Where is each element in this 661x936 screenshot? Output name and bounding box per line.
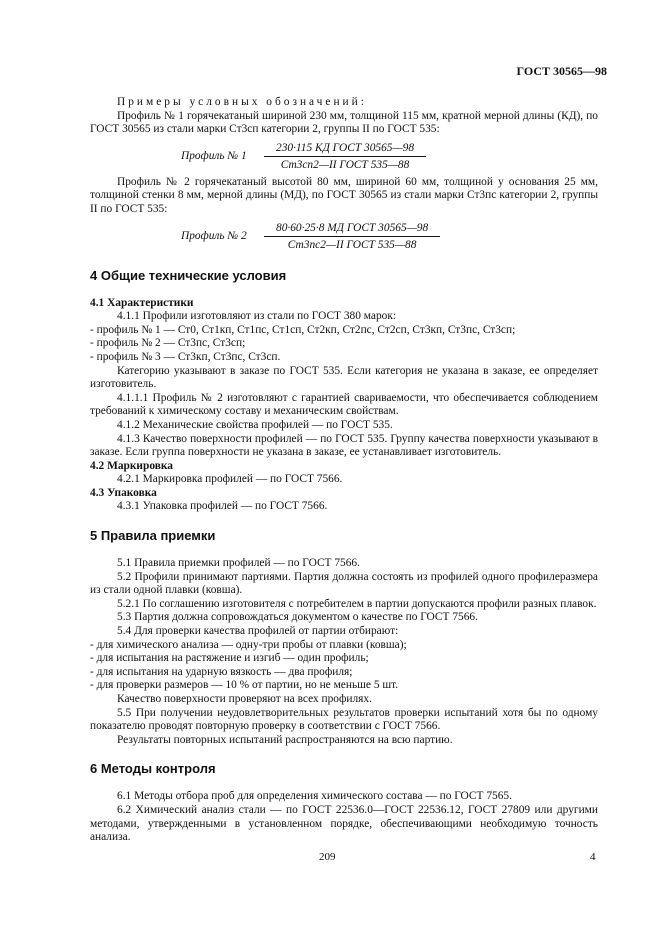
paragraph: 4.3.1 Упаковка профилей — по ГОСТ 7566.	[117, 500, 328, 513]
list-item: - профиль № 2 — Ст3пс, Ст3сп;	[90, 337, 246, 350]
section-4-title: 4 Общие технические условия	[90, 267, 287, 283]
formula-denominator: Ст3пс2—II ГОСТ 535—88	[287, 238, 417, 251]
subsection-4-3: 4.3 Упаковка	[90, 486, 157, 499]
examples-heading: Примеры условных обозначений:	[117, 96, 367, 108]
paragraph: 4.1.1.1 Профиль № 2 изготовляют с гарантией свариваемости, что обеспечивается соблюдением требований к химическому составу и механическим свойствам.	[90, 391, 598, 418]
document-body	[90, 96, 598, 845]
list-item: - профиль № 1 — Ст0, Ст1кп, Ст1пс, Ст1сп, Ст2кп, Ст2пс, Ст2сп, Ст3кп, Ст3пс, Ст3сп;	[90, 323, 516, 336]
paragraph: 5.2 Профили принимают партиями. Партия должна состоять из профилей одного профилеразмера из стали одной плавки (ковша).	[90, 570, 598, 597]
sheet-marker: 4	[590, 851, 596, 863]
paragraph: 5.5 При получении неудовлетворительных результатов проверки испытаний хотя бы по одному показателю проводят повторную проверку в соответствии с ГОСТ 7566.	[90, 706, 598, 733]
paragraph: Результаты повторных испытаний распространяются на всю партию.	[117, 733, 453, 746]
paragraph: 5.1 Правила приемки профилей — по ГОСТ 7566.	[117, 557, 360, 570]
paragraph: Качество поверхности проверяют на всех профилях.	[117, 693, 372, 705]
list-item: - для испытания на растяжение и изгиб — один профиль;	[90, 652, 369, 665]
list-item: - для химического анализа — одну-три пробы от плавки (ковша);	[90, 638, 407, 651]
list-item: - профиль № 3 — Ст3кп, Ст3пс, Ст3сп.	[90, 350, 281, 363]
page-number: 209	[319, 851, 336, 863]
standard-number: ГОСТ 30565—98	[516, 64, 607, 78]
paragraph: 5.3 Партия должна сопровождаться документом о качестве по ГОСТ 7566.	[117, 611, 478, 624]
example-2-text: Профиль № 2 горячекатаный высотой 80 мм, шириной 60 мм, толщиной у основания 25 мм, толщиной стенки 8 мм, мерной длины (МД), по ГОСТ 30565 из стали марки Ст3пс категории 2, группы II по ГОСТ 535:	[90, 175, 598, 215]
paragraph: 4.1.1 Профили изготовляют из стали по ГОСТ 380 марок:	[117, 310, 397, 323]
subsection-4-2: 4.2 Маркировка	[90, 459, 173, 472]
paragraph: 6.1 Методы отбора проб для определения химического состава — по ГОСТ 7565.	[117, 790, 512, 803]
formula-numerator: 230·115 КД ГОСТ 30565—98	[264, 142, 426, 157]
designation-formula-2	[181, 222, 598, 251]
paragraph: 5.2.1 По соглашению изготовителя с потребителем в партии допускаются профили разных плавок.	[117, 597, 597, 610]
section-6-title: 6 Методы контроля	[90, 761, 216, 777]
paragraph: 4.1.2 Механические свойства профилей — по ГОСТ 535.	[117, 418, 393, 431]
list-item: - для проверки размеров — 10 % от партии, но не меньше 5 шт.	[90, 679, 399, 692]
paragraph: Категорию указывают в заказе по ГОСТ 535. Если категория не указана в заказе, ее определяет изготовитель.	[90, 364, 598, 391]
paragraph: 6.2 Химический анализ стали — по ГОСТ 22536.0—ГОСТ 22536.12, ГОСТ 27809 или другими методами, утвержденными в установленном порядке, обеспечивающими необходимую точность анализа.	[90, 803, 598, 844]
designation-formula-1	[181, 142, 598, 171]
formula-label: Профиль № 1	[181, 150, 247, 163]
example-1-text: Профиль № 1 горячекатаный шириной 230 мм, толщиной 115 мм, кратной мерной длины (КД), по ГОСТ 30565 из стали марки Ст3сп категории 2, группы II по ГОСТ 535:	[90, 109, 598, 136]
paragraph: 5.4 Для проверки качества профилей от партии отбирают:	[117, 625, 399, 638]
formula-label: Профиль № 2	[181, 230, 247, 243]
formula-numerator: 80·60·25·8 МД ГОСТ 30565—98	[264, 222, 440, 237]
formula-denominator: Ст3сп2—II ГОСТ 535—88	[280, 158, 410, 171]
paragraph: 4.2.1 Маркировка профилей — по ГОСТ 7566.	[117, 473, 343, 486]
section-5-title: 5 Правила приемки	[90, 528, 216, 544]
paragraph: 4.1.3 Качество поверхности профилей — по ГОСТ 535. Группу качества поверхности указывают в заказе. Если группа поверхности не указана в заказе, ее устанавливает изготовитель.	[90, 432, 598, 459]
subsection-4-1: 4.1 Характеристики	[90, 296, 194, 309]
list-item: - для испытания на ударную вязкость — два профиля;	[90, 665, 353, 678]
